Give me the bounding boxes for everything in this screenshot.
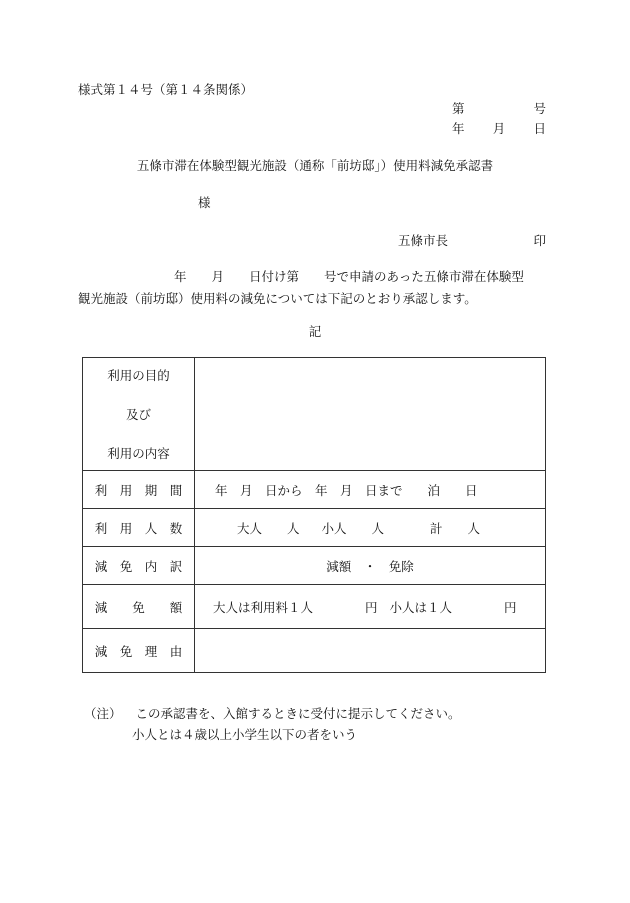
period-value: 年 月 日から 年 月 日まで 泊 日	[215, 482, 478, 498]
issuer-seal: 印	[533, 233, 546, 248]
table-row-purpose	[83, 358, 546, 471]
document-title: 五條市滞在体験型観光施設（通称「前坊邸」）使用料減免承認書	[136, 158, 494, 173]
people-child: 小人 人	[321, 520, 385, 536]
purpose-label-line-3: 利用の内容	[107, 446, 170, 461]
issuer-line	[398, 231, 546, 249]
form-number: 様式第１４号（第１４条関係）	[78, 82, 254, 97]
note-text-1: この承認書を、入館するときに受付に提示してください。	[135, 706, 461, 721]
amount-adult-text: 大人は利用料１人	[213, 599, 314, 615]
approval-table	[82, 357, 546, 673]
reason-value-cell[interactable]	[195, 629, 546, 673]
note-line-1	[84, 703, 461, 724]
purpose-value-cell[interactable]	[195, 358, 546, 471]
body-text	[78, 266, 548, 310]
table-row-reduction-amount	[83, 585, 546, 629]
amount-child-yen: 円	[504, 599, 517, 615]
reduction-amount-value-cell[interactable]	[195, 585, 546, 629]
date-day: 日	[533, 121, 546, 136]
note-line-2: 小人とは４歳以上小学生以下の者をいう	[132, 727, 358, 742]
ki-label: 記	[308, 324, 322, 339]
note-marker: （注）	[84, 706, 122, 721]
purpose-label-line-2: 及び	[125, 407, 151, 422]
reduction-type-value[interactable]: 減額 ・ 免除	[195, 547, 546, 585]
date-month: 月	[492, 121, 506, 136]
reduction-type-label: 減 免 内 訳	[83, 547, 195, 585]
issuer-name: 五條市長	[398, 233, 449, 248]
recipient-suffix: 様	[198, 195, 211, 210]
body-line-1: 年 月 日付け第 号で申請のあった五條市滞在体験型	[174, 269, 524, 284]
body-line-2: 観光施設（前坊邸）使用料の減免については下記のとおり承認します。	[78, 291, 477, 306]
number-prefix: 第	[452, 101, 465, 116]
document-date-line	[452, 119, 546, 137]
table-row-period	[83, 471, 546, 509]
document-number-line	[452, 99, 546, 117]
table-row-reason	[83, 629, 546, 673]
amount-adult-yen: 円	[365, 599, 378, 615]
reduction-amount-label: 減 免 額	[83, 585, 195, 629]
date-year: 年	[452, 121, 465, 136]
people-label: 利 用 人 数	[83, 509, 195, 547]
people-total: 計 人	[430, 520, 481, 536]
reason-label: 減 免 理 由	[83, 629, 195, 673]
table-row-reduction-type	[83, 547, 546, 585]
purpose-label-line-1: 利用の目的	[107, 368, 170, 383]
amount-child-text: 小人は１人	[389, 599, 453, 615]
people-adult: 大人 人	[237, 520, 300, 536]
number-suffix: 号	[533, 101, 546, 116]
purpose-label-cell	[83, 358, 195, 471]
notes	[84, 703, 461, 745]
table-row-people	[83, 509, 546, 547]
people-value-cell[interactable]	[195, 509, 546, 547]
period-value-cell[interactable]	[195, 471, 546, 509]
period-label: 利 用 期 間	[83, 471, 195, 509]
